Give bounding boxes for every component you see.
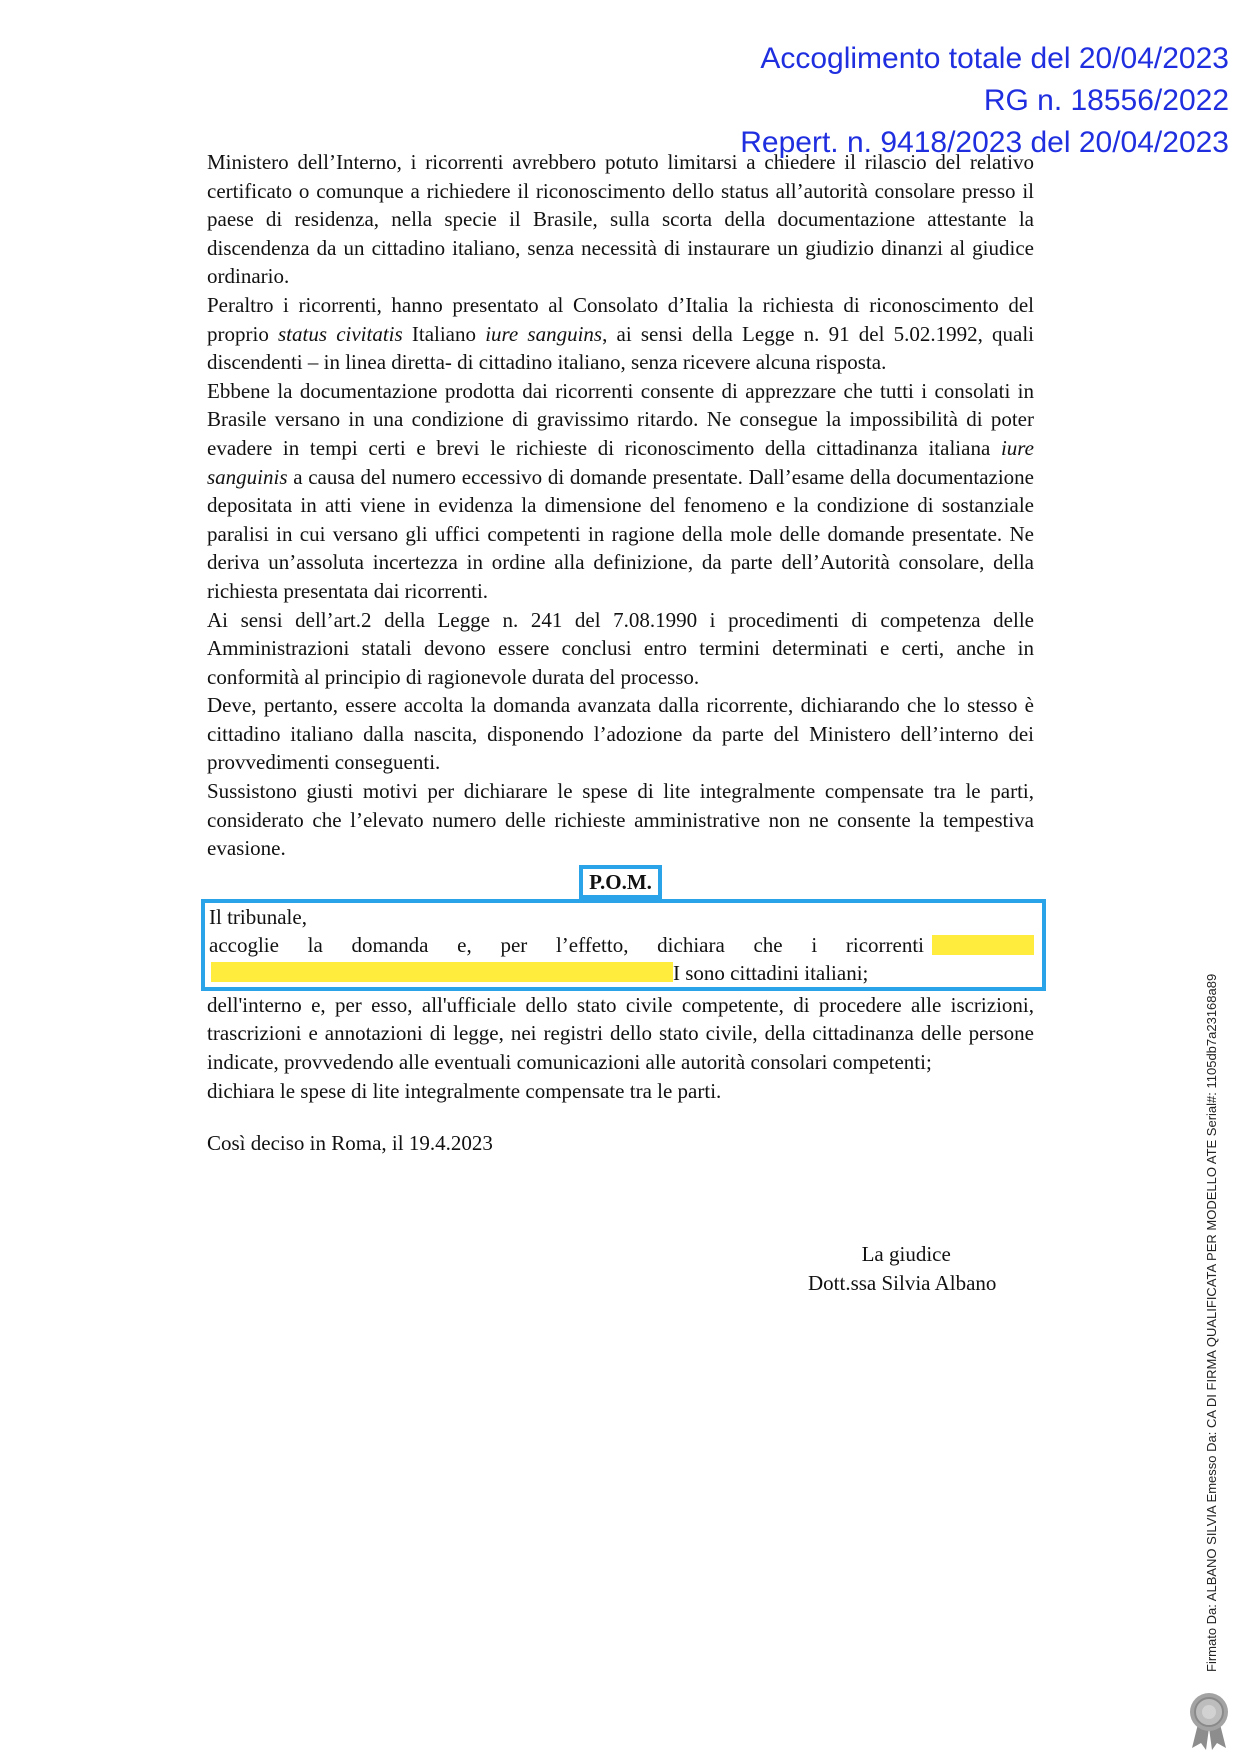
ruling-line-3 (209, 959, 1034, 987)
paragraph-text: Ebbene la documentazione prodotta dai ricorrenti consente di apprezzare che tutti i consolati in Brasile versano in una condizione di gravissimo ritardo. Ne consegue la impossibilità di poter evadere in tempi certi e brevi le richieste di riconoscimento della cittadinanza italiana (207, 378, 1034, 460)
paragraph-text: Italiano (402, 321, 486, 346)
body-paragraph (207, 691, 1034, 777)
body-paragraph (207, 606, 1034, 692)
registry-stamp (740, 38, 1229, 164)
ruling-line-2-text: accoglie la domanda e, per l’effetto, dichiara che i ricorrenti (209, 932, 924, 957)
paragraph-text: Deve, pertanto, essere accolta la domanda avanzata dalla ricorrente, dichiarando che lo stesso è cittadino italiano dalla nascita, disponendo l’adozione da parte del Ministero dell’interno dei provvedimenti conseguenti. (207, 693, 1034, 775)
stamp-rg-number: RG n. 18556/2022 (983, 84, 1229, 117)
reasoning-section (207, 148, 1034, 863)
paragraph-text: a causa del numero eccessivo di domande presentate. Dall’esame della documentazione depositata in atti viene in evidenza la dimensione del fenomeno e la condizione di sostanziale paralisi in cui versano gli uffici competenti in ragione della mole delle domande presentate. Ne deriva un’assoluta incertezza in ordine alla definizione, da parte dell’Autorità consolare, della richiesta presentata dai ricorrenti. (207, 464, 1034, 603)
pom-heading: P.O.M. (579, 865, 662, 899)
body-paragraph (207, 148, 1034, 291)
ruling-line-1: Il tribunale, (209, 904, 307, 929)
italic-term: iure sanguins (485, 321, 603, 346)
judge-name: Dott.ssa Silvia Albano (808, 1271, 997, 1295)
italic-term: status civitatis (278, 321, 403, 346)
digital-signature-note: Firmato Da: ALBANO SILVIA Emesso Da: CA DI FIRMA QUALIFICATA PER MODELLO ATE Serial#: 1105db7a23168a89 (1204, 973, 1219, 1672)
body-paragraph (207, 291, 1034, 377)
redaction-highlight (932, 935, 1034, 955)
pom-heading-wrap (207, 865, 1034, 899)
body-paragraph (207, 777, 1034, 863)
ruling-orders: dell'interno e, per esso, all'ufficiale dello stato civile competente, di procedere alle iscrizioni, trascrizioni e annotazioni di legge, nei registri dello stato civile, della cittadinanza delle persone indicate, provvedendo alle eventuali comunicazioni alle autorità consolari competenti; (207, 992, 1034, 1075)
signature-block (808, 1240, 996, 1298)
ruling-box (201, 899, 1046, 991)
seal-icon (1186, 1690, 1232, 1750)
paragraph-text: Sussistono giusti motivi per dichiarare le spese di lite integralmente compensate tra le parti, considerato che l’elevato numero delle richieste amministrative non ne consente la tempestiva evasione. (207, 779, 1034, 861)
document-body (207, 148, 1034, 1158)
paragraph-text: Ai sensi dell’art.2 della Legge n. 241 del 7.08.1990 i procedimenti di competenza delle Amministrazioni statali devono essere conclusi entro termini determinati e certi, anche in conformità al principio di ragionevole durata del processo. (207, 607, 1034, 689)
body-paragraph (207, 377, 1034, 606)
paragraph-text: Ministero dell’Interno, i ricorrenti avrebbero potuto limitarsi a chiedere il rilascio del relativo certificato o comunque a richiedere il riconoscimento dello status all’autorità consolare presso il paese di residenza, nella specie il Brasile, sulla scorta della documentazione attestante la discendenza da un cittadino italiano, senza necessità di instaurare un giudizio dinanzi al giudice ordinario. (207, 150, 1034, 289)
paragraph-text: Peraltro i ricorrenti, hanno presentato al Consolato d’Italia la richiesta di riconoscimento del proprio (207, 292, 1034, 346)
ruling-line-2 (209, 931, 1034, 959)
stamp-repert-number: Repert. n. 9418/2023 del 20/04/2023 (740, 126, 1229, 159)
place-date: Così deciso in Roma, il 19.4.2023 (207, 1131, 493, 1156)
italic-term: iure sanguinis (207, 435, 1034, 489)
ruling-line-3-text: I sono cittadini italiani; (673, 960, 869, 985)
costs-order: dichiara le spese di lite integralmente compensate tra le parti. (207, 1078, 722, 1103)
judge-role: La giudice (861, 1242, 951, 1266)
stamp-outcome: Accoglimento totale del 20/04/2023 (760, 42, 1229, 75)
paragraph-text: , ai sensi della Legge n. 91 del 5.02.1992, quali discendenti – in linea diretta- di cittadino italiano, senza ricevere alcuna risposta. (207, 321, 1035, 375)
redaction-highlight (211, 962, 673, 982)
